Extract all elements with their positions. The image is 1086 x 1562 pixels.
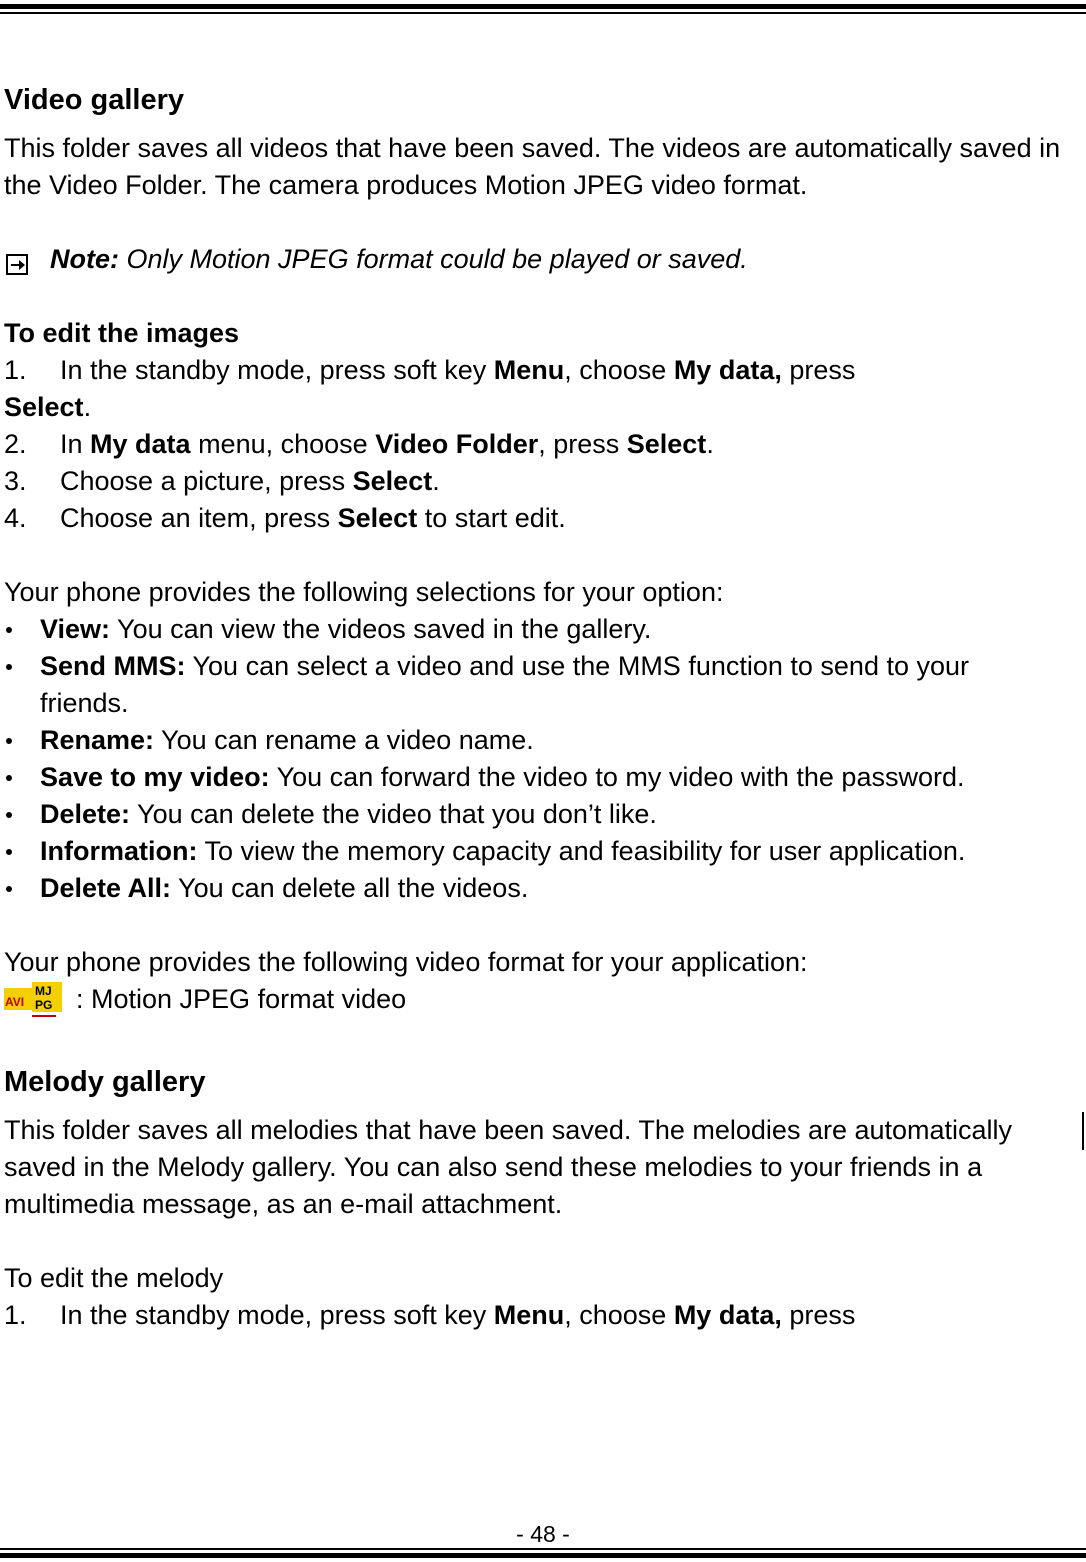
note-icon xyxy=(6,249,30,271)
format-row xyxy=(4,981,1064,1018)
page-number: - 48 - xyxy=(516,1521,570,1547)
list-item: 1. In the standby mode, press soft key Menu, choose My data, press xyxy=(4,1300,856,1330)
format-intro: Your phone provides the following video format for your application: xyxy=(4,947,808,977)
note xyxy=(4,241,1064,278)
list-item: Rename: You can rename a video name. xyxy=(4,722,1064,759)
list-item-continuation: Select. xyxy=(4,392,92,422)
list-item: 2. In My data menu, choose Video Folder, press Select. xyxy=(4,429,714,459)
list-item: 3. Choose a picture, press Select. xyxy=(4,466,440,496)
melody-gallery-intro: This folder saves all melodies that have been saved. The melodies are automatically saved in the Melody gallery. You can also send these melodies to your friends in a multimedia message, as an e-mail attachment. xyxy=(4,1115,1013,1219)
list-item: View: You can view the videos saved in the gallery. xyxy=(4,611,1064,648)
bottom-rule xyxy=(0,1548,1086,1560)
list-item: Save to my video: You can forward the video to my video with the password. xyxy=(4,759,1064,796)
list-item: 4. Choose an item, press Select to start edit. xyxy=(4,503,566,533)
svg-text:PG: PG xyxy=(35,997,53,1012)
edit-melody-steps xyxy=(4,1297,1064,1334)
note-text: Only Motion JPEG format could be played or saved. xyxy=(119,244,748,274)
melody-gallery-heading: Melody gallery xyxy=(4,1066,206,1098)
video-gallery-intro: This folder saves all videos that have been saved. The videos are automatically saved in the Video Folder. The camera produces Motion JPEG video format. xyxy=(4,133,1061,200)
list-item: 1. In the standby mode, press soft key Menu, choose My data, press xyxy=(4,355,856,385)
page-content xyxy=(4,80,1064,1334)
note-label: Note: xyxy=(50,244,119,274)
list-item: Send MMS: You can select a video and use the MMS function to send to your friends. xyxy=(4,648,1064,722)
svg-text:AVI: AVI xyxy=(5,994,25,1009)
change-bar xyxy=(1082,1112,1084,1150)
list-item: Delete All: You can delete all the videos. xyxy=(4,870,1064,907)
options-list xyxy=(4,611,1064,907)
top-rule xyxy=(0,4,1086,14)
list-item: Delete: You can delete the video that you don’t like. xyxy=(4,796,1064,833)
video-gallery-heading: Video gallery xyxy=(4,84,184,116)
format-text: : Motion JPEG format video xyxy=(76,984,407,1014)
options-intro: Your phone provides the following selections for your option: xyxy=(4,577,724,607)
edit-melody-heading: To edit the melody xyxy=(4,1263,224,1293)
list-item: Information: To view the memory capacity and feasibility for user application. xyxy=(4,833,1064,870)
svg-text:MJ: MJ xyxy=(35,983,52,998)
edit-images-steps xyxy=(4,352,1064,537)
edit-images-heading: To edit the images xyxy=(4,318,240,348)
mjpg-format-icon xyxy=(4,982,66,1018)
